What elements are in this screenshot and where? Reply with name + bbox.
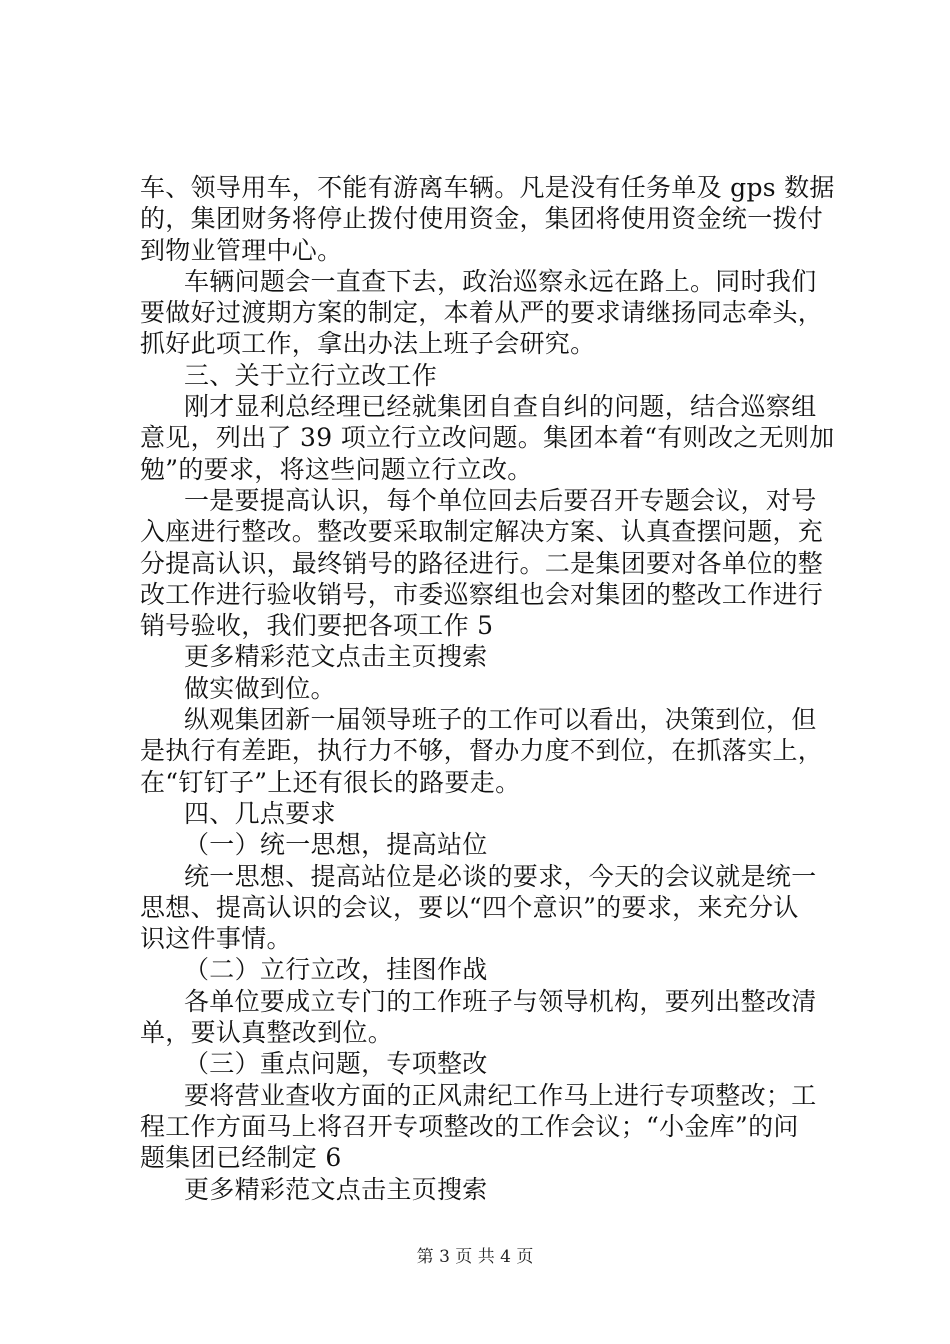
text-line: 更多精彩范文点击主页搜索 — [184, 642, 488, 672]
text-line: 勉”的要求，将这些问题立行立改。 — [140, 454, 533, 484]
text-line: 抓好此项工作，拿出办法上班子会研究。 — [140, 329, 596, 359]
text-line: 改工作进行验收销号，市委巡察组也会对集团的整改工作进行 — [140, 579, 824, 609]
text-line: 单，要认真整改到位。 — [140, 1018, 394, 1048]
text-line: 识这件事情。 — [140, 924, 292, 954]
text-line: （三）重点问题，专项整改 — [184, 1049, 488, 1079]
page-footer — [0, 1242, 950, 1267]
text-line: 题集团已经制定 6 — [140, 1143, 342, 1173]
text-line: 在“钉钉子”上还有很长的路要走。 — [140, 767, 521, 797]
text-line: 车、领导用车，不能有游离车辆。凡是没有任务单及 gps 数据 — [140, 173, 835, 202]
text-line: 是执行有差距，执行力不够，督办力度不到位，在抓落实上， — [140, 736, 824, 766]
text-line: 入座进行整改。整改要采取制定解决方案、认真查摆问题，充 — [140, 517, 824, 547]
text-line: 各单位要成立专门的工作班子与领导机构，要列出整改清 — [184, 986, 817, 1016]
text-line: 车辆问题会一直查下去，政治巡察永远在路上。同时我们 — [184, 266, 817, 296]
text-line: 更多精彩范文点击主页搜索 — [184, 1174, 488, 1204]
text-line: （一）统一思想，提高站位 — [184, 830, 488, 860]
text-line: 要将营业查收方面的正风肃纪工作马上进行专项整改；工 — [184, 1080, 817, 1110]
text-line: 一是要提高认识，每个单位回去后要召开专题会议，对号 — [184, 485, 817, 515]
text-line: （二）立行立改，挂图作战 — [184, 955, 488, 985]
text-line: 纵观集团新一届领导班子的工作可以看出，决策到位，但 — [184, 705, 817, 735]
document-body — [140, 172, 840, 1205]
text-line: 到物业管理中心。 — [140, 235, 343, 265]
text-line: 分提高认识，最终销号的路径进行。二是集团要对各单位的整 — [140, 548, 824, 578]
text-line: 意见，列出了 39 项立行立改问题。集团本着“有则改之无则加 — [140, 423, 835, 453]
text-line: 思想、提高认识的会议，要以“四个意识”的要求，来充分认 — [140, 892, 799, 922]
text-line: 统一思想、提高站位是必谈的要求，今天的会议就是统一 — [184, 861, 817, 891]
text-line: 销号验收，我们要把各项工作 5 — [140, 611, 494, 641]
text-line: 四、几点要求 — [184, 798, 336, 828]
page-number: 第 3 页 共 4 页 — [416, 1247, 534, 1267]
text-line: 要做好过渡期方案的制定，本着从严的要求请继扬同志牵头， — [140, 298, 824, 328]
text-line: 三、关于立行立改工作 — [184, 360, 438, 390]
text-line: 的，集团财务将停止拨付使用资金，集团将使用资金统一拨付 — [140, 204, 824, 234]
text-line: 做实做到位。 — [184, 673, 336, 703]
text-line: 刚才显利总经理已经就集团自查自纠的问题，结合巡察组 — [184, 392, 817, 422]
text-line: 程工作方面马上将召开专项整改的工作会议；“小金库”的问 — [140, 1111, 799, 1141]
